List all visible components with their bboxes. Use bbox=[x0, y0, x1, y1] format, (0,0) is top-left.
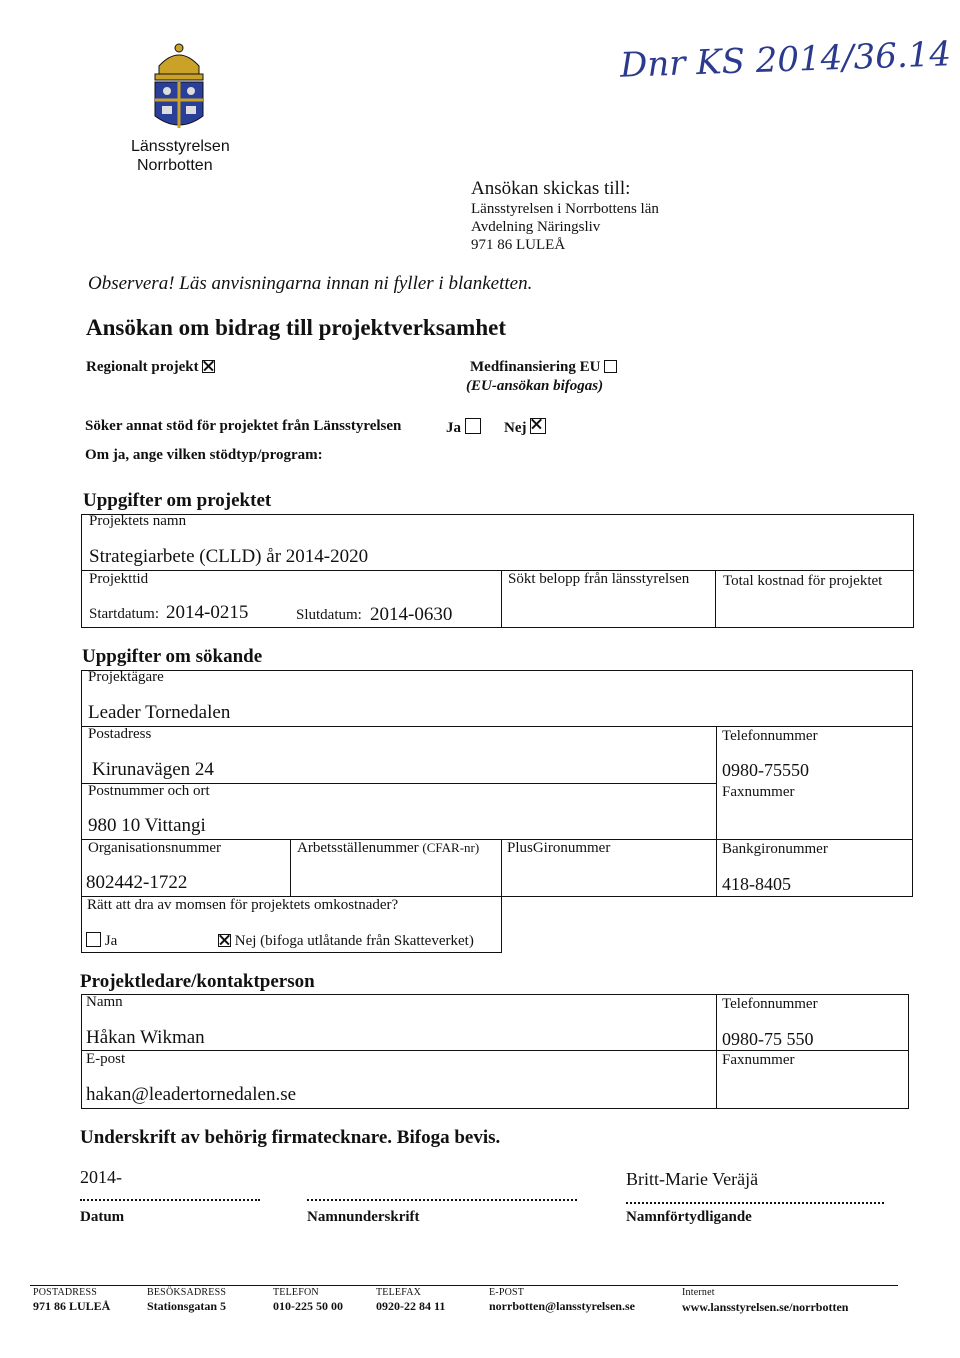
org-number-label: Organisationsnummer bbox=[88, 840, 222, 856]
footer-web-label: Internet bbox=[682, 1287, 715, 1298]
applicant-vdivider-b bbox=[501, 839, 502, 952]
vat-no-checkbox[interactable] bbox=[218, 934, 231, 947]
contact-section-title: Projektledare/kontaktperson bbox=[80, 971, 315, 992]
other-support-yes-checkbox[interactable] bbox=[465, 418, 481, 434]
contact-divider bbox=[81, 1050, 909, 1051]
footer-email-link[interactable]: norrbotten@lansstyrelsen.se bbox=[489, 1299, 635, 1313]
footer-phone-label: TELEFON bbox=[273, 1287, 319, 1298]
applicant-divider-1 bbox=[81, 726, 913, 727]
zip-label: Postnummer och ort bbox=[88, 783, 210, 799]
date-dotted-line bbox=[80, 1199, 260, 1201]
address-field[interactable]: Kirunavägen 24 bbox=[92, 759, 214, 780]
vat-yes-checkbox[interactable] bbox=[86, 932, 101, 947]
vat-box-bottom bbox=[81, 952, 502, 953]
vat-question: Rätt att dra av momsen för projektets omkostnader? bbox=[87, 897, 399, 913]
contact-email-field[interactable]: hakan@leadertornedalen.se bbox=[86, 1084, 297, 1105]
total-cost-field[interactable] bbox=[718, 594, 910, 624]
applicant-vdivider-a bbox=[290, 839, 291, 897]
contact-name-field[interactable]: Håkan Wikman bbox=[86, 1027, 205, 1048]
other-support-question: Söker annat stöd för projektet från Länsstyrelsen bbox=[85, 418, 402, 434]
project-divider bbox=[81, 570, 914, 571]
send-to-line1: Länsstyrelsen i Norrbottens län bbox=[471, 201, 659, 217]
regional-project-option[interactable] bbox=[86, 359, 215, 376]
project-name-field[interactable]: Strategiarbete (CLLD) år 2014-2020 bbox=[89, 546, 369, 567]
amount-requested-label: Sökt belopp från länsstyrelsen bbox=[508, 571, 690, 587]
send-to-title: Ansökan skickas till: bbox=[471, 178, 631, 199]
owner-field[interactable]: Leader Tornedalen bbox=[88, 702, 231, 723]
eu-note: (EU-ansökan bifogas) bbox=[466, 378, 604, 394]
footer-visit-value: Stationsgatan 5 bbox=[147, 1299, 227, 1313]
amount-requested-field[interactable] bbox=[504, 594, 712, 624]
address-label: Postadress bbox=[88, 726, 152, 742]
vat-box-left bbox=[81, 897, 82, 952]
start-date-field[interactable]: 2014-0215 bbox=[166, 602, 249, 623]
send-to-line2: Avdelning Näringsliv bbox=[471, 219, 601, 235]
agency-name-line1: Länsstyrelsen bbox=[131, 138, 230, 155]
printed-name-label: Namnförtydligande bbox=[626, 1209, 752, 1225]
signature-label: Namnunderskrift bbox=[307, 1209, 420, 1225]
eu-cofinancing-checkbox[interactable] bbox=[604, 360, 617, 373]
bankgiro-field[interactable]: 418-8405 bbox=[722, 874, 791, 894]
eu-cofinancing-option[interactable] bbox=[470, 359, 617, 376]
owner-label: Projektägare bbox=[88, 669, 164, 685]
footer-postal-value: 971 86 LULEÅ bbox=[33, 1299, 111, 1313]
workplace-number-label bbox=[297, 840, 479, 857]
vat-no-label: Nej (bifoga utlåtande från Skatteverket) bbox=[234, 933, 474, 949]
other-support-yes-label: Ja bbox=[446, 420, 461, 436]
org-number-field[interactable]: 802442-1722 bbox=[86, 872, 188, 893]
footer-postal-label: POSTADRESS bbox=[33, 1287, 97, 1298]
end-date-field[interactable]: 2014-0630 bbox=[370, 604, 453, 625]
contact-phone-field[interactable]: 0980-75 550 bbox=[722, 1029, 814, 1049]
total-cost-label: Total kostnad för projektet bbox=[723, 573, 883, 589]
vat-yes-label: Ja bbox=[104, 933, 118, 949]
project-period-label: Projekttid bbox=[89, 571, 149, 587]
zip-field[interactable]: 980 10 Vittangi bbox=[88, 815, 206, 836]
applicant-fax-label: Faxnummer bbox=[722, 784, 795, 800]
vat-yes-option[interactable] bbox=[86, 932, 117, 950]
printed-name-field[interactable]: Britt-Marie Veräjä bbox=[626, 1169, 759, 1189]
diary-number-handwritten: Dnr KS 2014/36.14 bbox=[619, 34, 952, 86]
applicant-phone-label: Telefonnummer bbox=[722, 728, 818, 744]
start-date-label: Startdatum: bbox=[89, 606, 159, 622]
footer-web-link[interactable]: www.lansstyrelsen.se/norrbotten bbox=[682, 1300, 849, 1314]
coat-of-arms-logo bbox=[145, 36, 213, 136]
signature-dotted-line bbox=[307, 1199, 577, 1201]
project-vdivider-1 bbox=[501, 570, 502, 628]
end-date-label: Slutdatum: bbox=[296, 607, 362, 623]
contact-email-label: E-post bbox=[86, 1051, 126, 1067]
printed-name-dotted-line bbox=[626, 1202, 884, 1204]
applicant-phone-field[interactable]: 0980-75550 bbox=[722, 760, 809, 780]
applicant-vdivider-right bbox=[716, 726, 717, 897]
signature-title: Underskrift av behörig firmatecknare. Bifoga bevis. bbox=[80, 1127, 501, 1148]
plusgiro-label: PlusGironummer bbox=[507, 840, 611, 856]
vat-no-option[interactable] bbox=[218, 933, 474, 950]
contact-phone-label: Telefonnummer bbox=[722, 996, 818, 1012]
contact-fax-label: Faxnummer bbox=[722, 1052, 795, 1068]
signature-date-field[interactable]: 2014- bbox=[80, 1167, 122, 1187]
footer-fax-value: 0920-22 84 11 bbox=[376, 1299, 446, 1313]
other-support-no-label: Nej bbox=[504, 420, 527, 436]
eu-cofinancing-label: Medfinansiering EU bbox=[470, 359, 601, 375]
footer-fax-label: TELEFAX bbox=[376, 1287, 422, 1298]
project-vdivider-2 bbox=[715, 570, 716, 628]
workplace-number-text: Arbetsställenummer bbox=[297, 840, 419, 856]
contact-name-label: Namn bbox=[86, 994, 123, 1010]
program-question: Om ja, ange vilken stödtyp/program: bbox=[85, 447, 323, 463]
project-name-label: Projektets namn bbox=[89, 513, 187, 529]
workplace-number-sub: (CFAR-nr) bbox=[422, 840, 480, 855]
send-to-line3: 971 86 LULEÅ bbox=[471, 237, 566, 253]
footer-phone-value: 010-225 50 00 bbox=[273, 1299, 343, 1313]
footer-email-label: E-POST bbox=[489, 1287, 525, 1298]
footer-rule bbox=[30, 1285, 898, 1286]
footer-visit-label: BESÖKSADRESS bbox=[147, 1287, 227, 1298]
signature-field[interactable] bbox=[307, 1160, 577, 1196]
other-support-no[interactable] bbox=[504, 418, 546, 437]
other-support-no-checkbox[interactable] bbox=[530, 418, 546, 434]
date-label: Datum bbox=[80, 1209, 125, 1225]
notice-text: Observera! Läs anvisningarna innan ni fyller i blanketten. bbox=[88, 273, 533, 294]
applicant-section-title: Uppgifter om sökande bbox=[82, 646, 263, 667]
other-support-yes[interactable] bbox=[446, 418, 481, 437]
project-section-title: Uppgifter om projektet bbox=[83, 490, 272, 511]
agency-name-line2: Norrbotten bbox=[137, 157, 213, 174]
bankgiro-label: Bankgironummer bbox=[722, 841, 828, 857]
regional-project-label: Regionalt projekt bbox=[86, 359, 199, 375]
form-title: Ansökan om bidrag till projektverksamhet bbox=[86, 315, 506, 340]
contact-vdivider bbox=[716, 994, 717, 1109]
regional-project-checkbox[interactable] bbox=[202, 360, 215, 373]
